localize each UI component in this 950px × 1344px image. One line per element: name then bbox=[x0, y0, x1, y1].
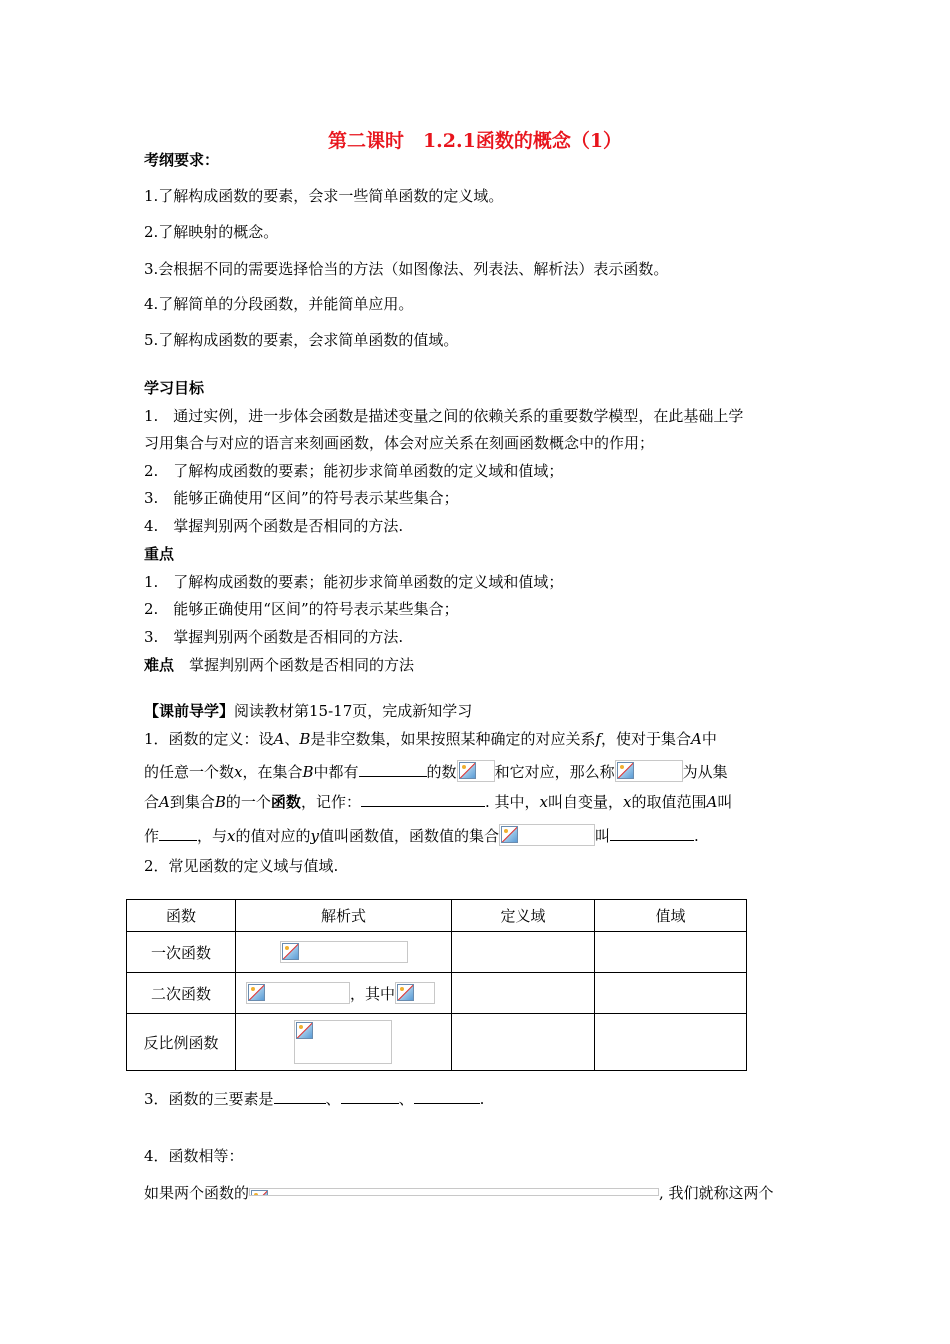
fill-blank[interactable] bbox=[361, 792, 485, 807]
goal-item: 习用集合与对应的语言来刻画函数，体会对应关系在刻画函数概念中的作用； bbox=[144, 434, 655, 452]
table-cell bbox=[595, 1014, 747, 1071]
table-cell bbox=[452, 973, 595, 1014]
broken-image bbox=[615, 760, 683, 782]
kaogang-item: 3.会根据不同的需要选择恰当的方法（如图像法、列表法、解析法）表示函数。 bbox=[144, 260, 669, 278]
broken-image-icon bbox=[397, 984, 414, 1001]
q4-line-2: 如果两个函数的 , 我们就称这两个 bbox=[144, 1183, 774, 1203]
goal-item: 1. 通过实例，进一步体会函数是描述变量之间的依赖关系的重要数学模型，在此基础上学 bbox=[144, 407, 744, 425]
broken-image-icon bbox=[251, 1190, 268, 1196]
broken-image bbox=[457, 760, 495, 782]
preview-label: 【课前导学】 bbox=[144, 702, 235, 720]
broken-image bbox=[249, 1188, 659, 1196]
goals-heading: 学习目标 bbox=[144, 379, 205, 397]
broken-image bbox=[246, 982, 350, 1004]
table-cell bbox=[595, 973, 747, 1014]
broken-image-icon bbox=[501, 826, 518, 843]
fill-blank[interactable] bbox=[159, 826, 197, 841]
broken-image bbox=[499, 824, 595, 846]
table-header: 解析式 bbox=[236, 900, 452, 932]
table-cell bbox=[236, 932, 452, 973]
table-cell bbox=[236, 1014, 452, 1071]
fill-blank[interactable] bbox=[359, 762, 427, 777]
difficulty-line bbox=[144, 655, 414, 675]
table-cell: ，其中 bbox=[236, 973, 452, 1014]
keypoint-item: 1. 了解构成函数的要素；能初步求简单函数的定义域和值域； bbox=[144, 573, 564, 591]
fill-blank[interactable] bbox=[610, 826, 694, 841]
difficulty-label: 难点 bbox=[144, 656, 175, 674]
kaogang-item: 1.了解构成函数的要素，会求一些简单函数的定义域。 bbox=[144, 187, 504, 205]
table-cell: 二次函数 bbox=[127, 973, 236, 1014]
fill-blank[interactable] bbox=[274, 1089, 326, 1104]
broken-image-icon bbox=[459, 762, 476, 779]
q1-line-1: 1．函数的定义：设A、B是非空数集，如果按照某种确定的对应关系f，使对于集合A中 bbox=[144, 730, 717, 748]
kaogang-heading: 考纲要求： bbox=[144, 151, 220, 169]
goal-item: 2. 了解构成函数的要素；能初步求简单函数的定义域和值域； bbox=[144, 462, 564, 480]
kaogang-item: 5.了解构成函数的要素，会求简单函数的值域。 bbox=[144, 331, 459, 349]
difficulty-text: 掌握判别两个函数是否相同的方法 bbox=[174, 656, 415, 674]
broken-image bbox=[280, 941, 408, 963]
kaogang-item: 4.了解简单的分段函数，并能简单应用。 bbox=[144, 295, 414, 313]
table-row bbox=[127, 1014, 747, 1071]
keypoints-heading: 重点 bbox=[144, 545, 175, 563]
q2-text: 2．常见函数的定义域与值域. bbox=[144, 857, 339, 875]
table-header: 值域 bbox=[595, 900, 747, 932]
broken-image bbox=[395, 982, 435, 1004]
preview-text: 阅读教材第15-17页，完成新知学习 bbox=[234, 702, 473, 720]
keypoint-item: 3. 掌握判别两个函数是否相同的方法. bbox=[144, 628, 404, 646]
goal-item: 3. 能够正确使用“区间”的符号表示某些集合； bbox=[144, 489, 459, 507]
broken-image-icon bbox=[617, 762, 634, 779]
q4-heading: 4．函数相等： bbox=[144, 1147, 244, 1165]
table-cell: 反比例函数 bbox=[127, 1014, 236, 1071]
table-row bbox=[127, 932, 747, 973]
table-header: 函数 bbox=[127, 900, 236, 932]
fill-blank[interactable] bbox=[414, 1089, 480, 1104]
broken-image-icon bbox=[296, 1022, 313, 1039]
table-header-row bbox=[127, 900, 747, 932]
table-row bbox=[127, 973, 747, 1014]
q1-line-3: 合A到集合B的一个函数，记作： . 其中，x叫自变量，x的取值范围A叫 bbox=[144, 793, 733, 811]
table-cell bbox=[595, 932, 747, 973]
kaogang-item: 2.了解映射的概念。 bbox=[144, 223, 279, 241]
page-title: 第二课时 1.2.1函数的概念（1） bbox=[327, 130, 623, 152]
table-header: 定义域 bbox=[452, 900, 595, 932]
table-cell: 一次函数 bbox=[127, 932, 236, 973]
table-cell bbox=[452, 932, 595, 973]
q1-line-2: 的任意一个数x，在集合B中都有 的数 和它对应，那么称 为从集 bbox=[144, 760, 728, 782]
preview-line bbox=[144, 701, 472, 721]
function-table bbox=[126, 899, 747, 1071]
goal-item: 4. 掌握判别两个函数是否相同的方法. bbox=[144, 517, 404, 535]
broken-image bbox=[294, 1020, 392, 1064]
broken-image-icon bbox=[248, 984, 265, 1001]
q3-line: 3．函数的三要素是 、 、 . bbox=[144, 1090, 485, 1108]
q1-line-4: 作 ，与x的值对应的y值叫函数值，函数值的集合 叫 . bbox=[144, 824, 699, 846]
fill-blank[interactable] bbox=[341, 1089, 399, 1104]
broken-image-icon bbox=[282, 943, 299, 960]
keypoint-item: 2. 能够正确使用“区间”的符号表示某些集合； bbox=[144, 600, 459, 618]
table-cell bbox=[452, 1014, 595, 1071]
